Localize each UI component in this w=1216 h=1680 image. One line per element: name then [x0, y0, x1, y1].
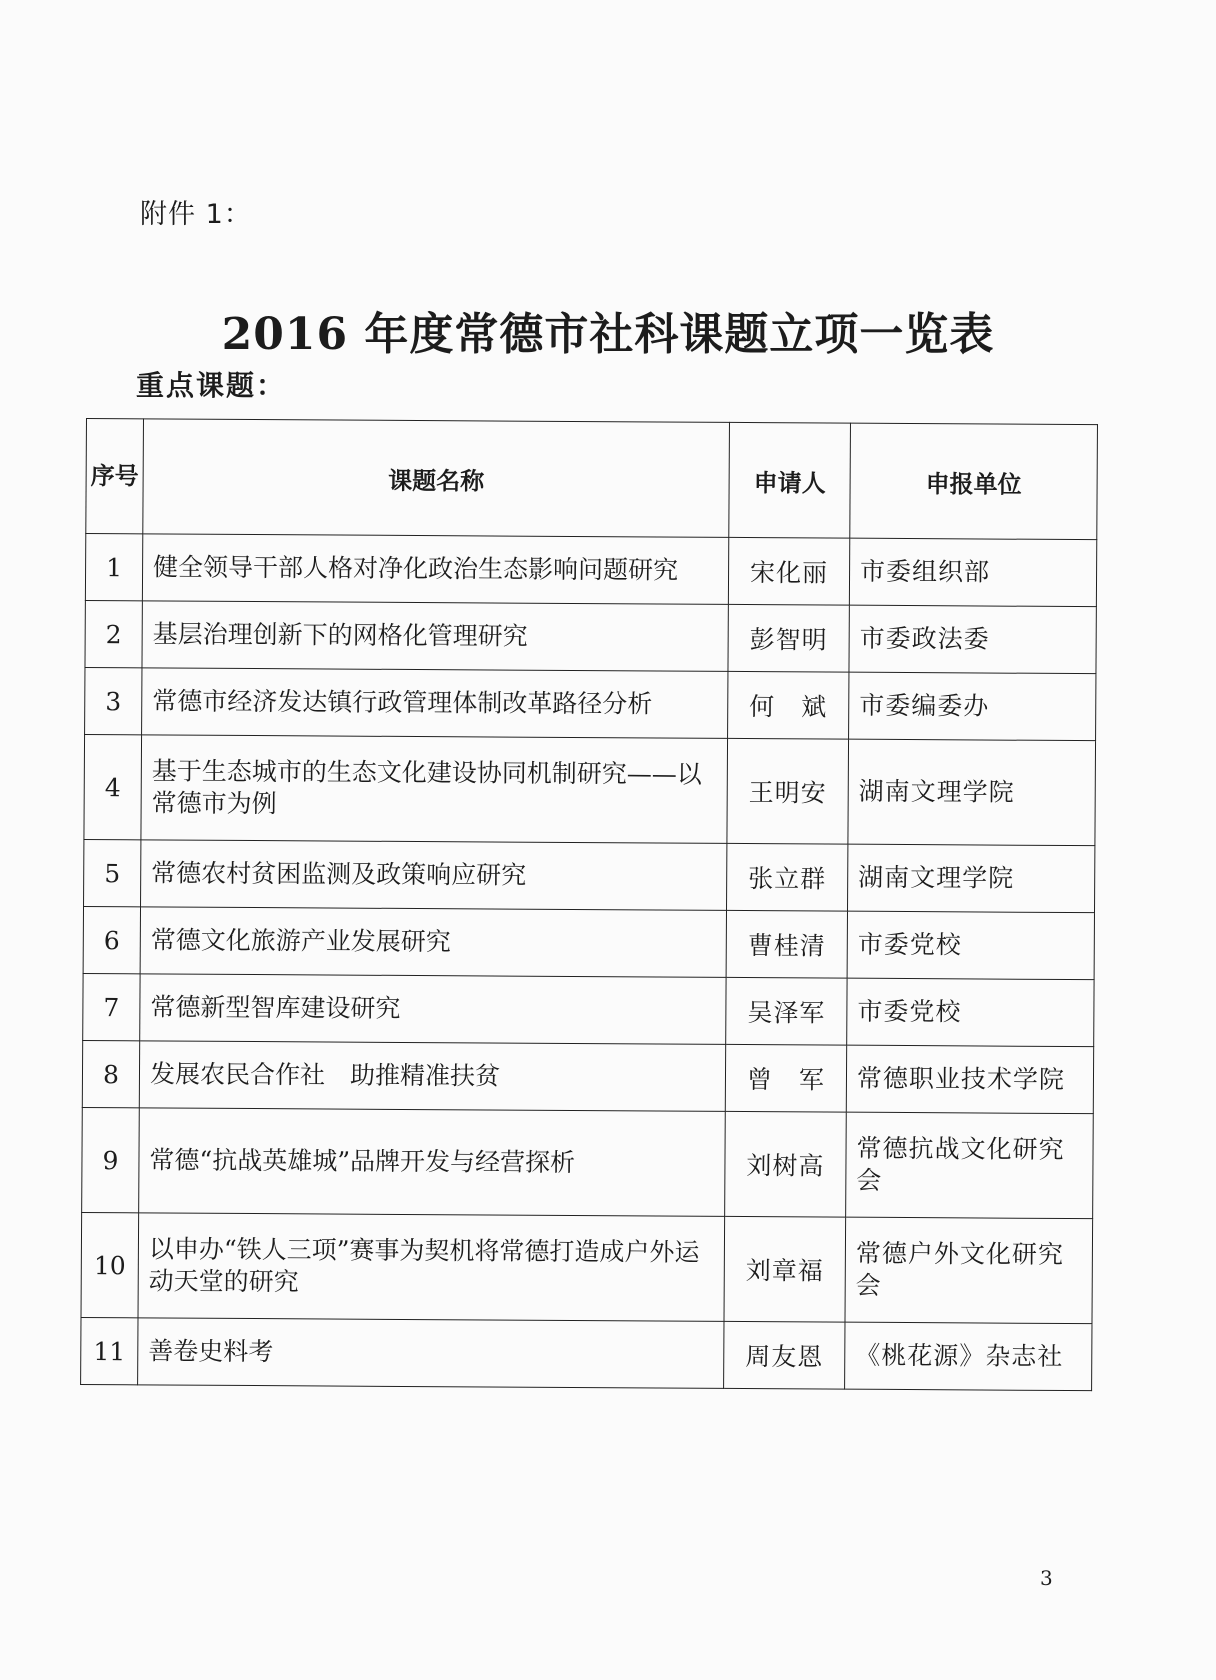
row-applicant: 刘树高 — [725, 1111, 847, 1217]
row-no: 9 — [82, 1107, 140, 1212]
row-title: 常德“抗战英雄城”品牌开发与经营探析 — [139, 1108, 726, 1217]
row-applicant: 彭智明 — [728, 604, 849, 672]
table-row — [82, 1107, 1094, 1218]
row-title: 以申办“铁人三项”赛事为契机将常德打造成户外运动天堂的研究 — [138, 1213, 725, 1322]
row-unit: 市委编委办 — [849, 672, 1096, 741]
row-no: 1 — [85, 534, 142, 601]
row-applicant: 王明安 — [727, 738, 849, 844]
header-applicant: 申请人 — [729, 422, 851, 538]
row-applicant: 曹桂清 — [726, 910, 847, 978]
row-title: 善卷史料考 — [138, 1318, 724, 1389]
row-applicant: 宋化丽 — [728, 537, 849, 605]
row-title: 常德市经济发达镇行政管理体制改革路径分析 — [142, 668, 728, 739]
row-unit: 湖南文理学院 — [848, 739, 1096, 846]
projects-table — [80, 418, 1098, 1391]
row-unit: 湖南文理学院 — [848, 844, 1095, 913]
header-title: 课题名称 — [143, 419, 730, 538]
table-row — [84, 734, 1096, 845]
table-row — [85, 600, 1096, 673]
table-header-row — [86, 419, 1098, 540]
row-unit: 市委组织部 — [849, 538, 1096, 607]
row-no: 6 — [83, 906, 140, 973]
row-no: 3 — [85, 667, 142, 734]
row-no: 11 — [81, 1317, 138, 1384]
row-title: 健全领导干部人格对净化政治生态影响问题研究 — [142, 534, 728, 605]
table-row — [83, 973, 1094, 1046]
section-label: 重点课题： — [136, 369, 287, 402]
page-number: 3 — [1040, 1566, 1053, 1590]
row-unit: 常德户外文化研究会 — [845, 1217, 1093, 1324]
row-title: 常德农村贫困监测及政策响应研究 — [141, 840, 727, 911]
row-applicant: 张立群 — [727, 843, 848, 911]
row-unit: 常德抗战文化研究会 — [846, 1112, 1094, 1219]
page-title: 2016 年度常德市社科课题立项一览表 — [221, 309, 995, 360]
table-row — [82, 1040, 1093, 1113]
table-row — [85, 534, 1096, 607]
row-title: 发展农民合作社 助推精准扶贫 — [139, 1041, 725, 1112]
row-no: 4 — [84, 734, 142, 839]
row-unit: 常德职业技术学院 — [846, 1045, 1093, 1114]
row-unit: 《桃花源》杂志社 — [845, 1322, 1092, 1391]
row-title: 基于生态城市的生态文化建设协同机制研究——以常德市为例 — [141, 735, 728, 844]
header-unit: 申报单位 — [850, 423, 1098, 540]
row-unit: 市委政法委 — [849, 605, 1096, 674]
row-no: 5 — [84, 839, 141, 906]
row-applicant: 曾 军 — [725, 1044, 846, 1112]
row-no: 8 — [82, 1040, 139, 1107]
row-no: 10 — [81, 1212, 139, 1317]
row-title: 常德文化旅游产业发展研究 — [140, 907, 726, 978]
row-unit: 市委党校 — [847, 978, 1094, 1047]
table-row — [83, 906, 1094, 979]
row-title: 常德新型智库建设研究 — [140, 974, 726, 1045]
row-title: 基层治理创新下的网格化管理研究 — [142, 601, 728, 672]
row-applicant: 周友恩 — [724, 1321, 845, 1389]
row-applicant: 刘章福 — [724, 1216, 846, 1322]
table-row — [84, 839, 1095, 912]
table-row — [85, 667, 1096, 740]
table-row — [81, 1317, 1092, 1390]
row-applicant: 何 斌 — [728, 671, 849, 739]
row-no: 7 — [83, 973, 140, 1040]
header-no: 序号 — [86, 419, 144, 534]
table-row — [81, 1212, 1093, 1323]
row-unit: 市委党校 — [847, 911, 1094, 980]
row-no: 2 — [85, 600, 142, 667]
row-applicant: 吴泽军 — [726, 977, 847, 1045]
attachment-label: 附件 1： — [140, 199, 252, 230]
